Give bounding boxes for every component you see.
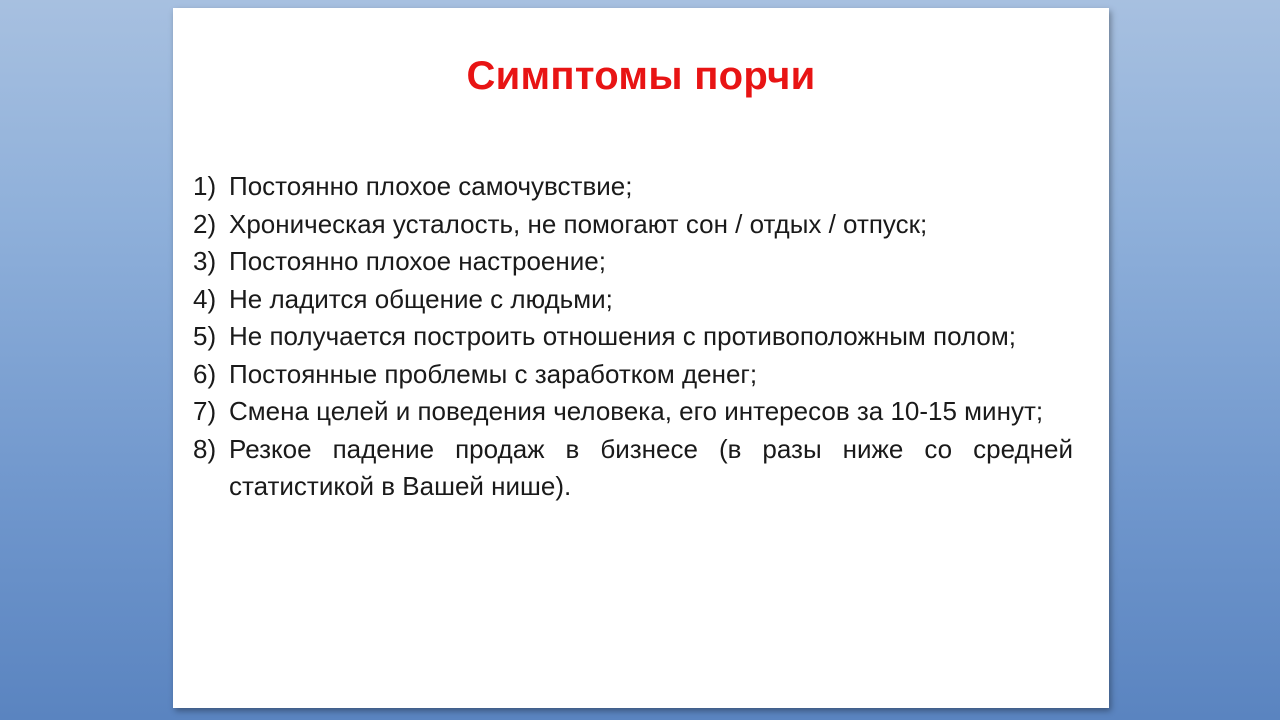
list-item	[193, 356, 1073, 394]
list-item-text: Смена целей и поведения человека, его интересов за 10-15 минут;	[229, 396, 1044, 426]
list-item	[193, 431, 1073, 506]
list-item-text: Не ладится общение с людьми;	[229, 283, 613, 314]
list-item-text: Хроническая усталость, не помогают сон / отдых / отпуск;	[229, 208, 928, 239]
list-item-number: 4)	[193, 283, 217, 314]
list-item-number: 2)	[193, 208, 217, 239]
list-item-text: Постоянно плохое самочувствие;	[229, 171, 633, 201]
symptom-list	[193, 168, 1073, 506]
list-item-number: 3)	[193, 246, 217, 276]
slide-title: Симптомы порчи	[466, 54, 816, 98]
list-item	[193, 168, 1073, 206]
list-item	[193, 281, 1073, 319]
list-item-number: 1)	[193, 171, 217, 201]
list-item-number: 6)	[193, 358, 217, 389]
list-item	[193, 243, 1073, 281]
list-item	[193, 318, 1073, 356]
list-item-text: Резкое падение продаж в бизнесе (в разы ниже со средней статистикой в Вашей нише).	[229, 433, 1073, 501]
list-item-number: 7)	[193, 396, 217, 426]
list-item-number: 8)	[193, 433, 217, 464]
list-item-number: 5)	[193, 321, 217, 351]
list-item	[193, 206, 1073, 244]
list-item	[193, 393, 1073, 431]
list-item-text: Постоянные проблемы с заработком денег;	[229, 358, 758, 389]
list-item-text: Не получается построить отношения с противоположным полом;	[229, 321, 1016, 351]
list-item-text: Постоянно плохое настроение;	[229, 246, 606, 276]
slide	[173, 8, 1109, 708]
